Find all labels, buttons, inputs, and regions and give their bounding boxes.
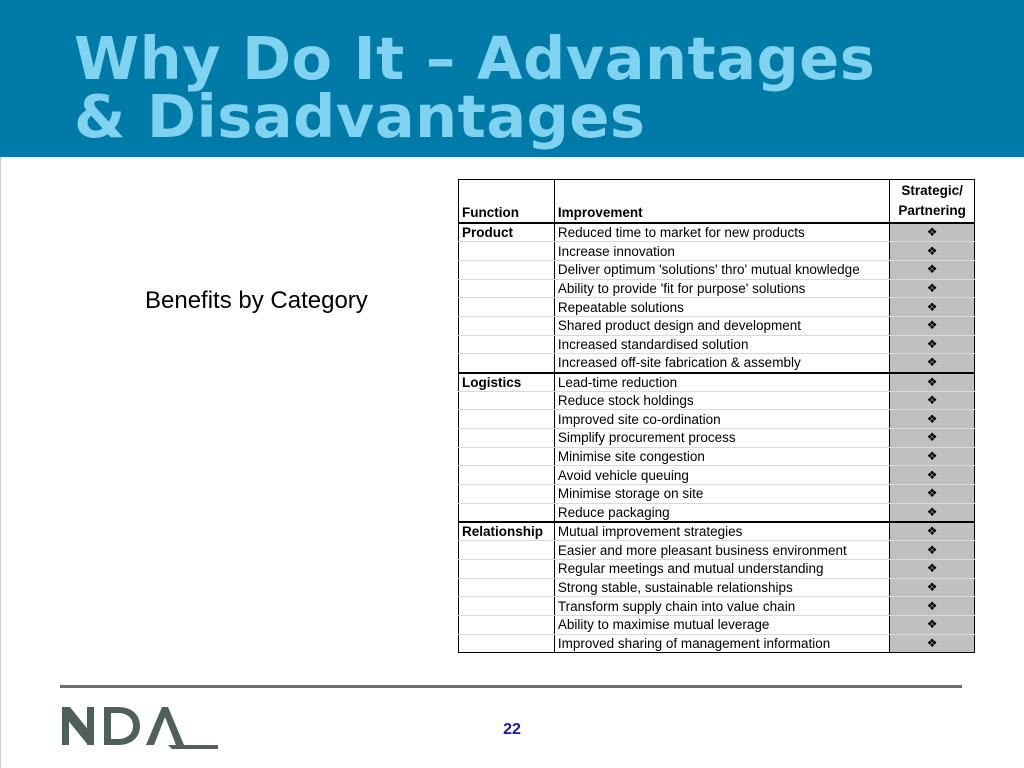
- table-row: [459, 634, 975, 653]
- function-cell: [459, 559, 555, 578]
- diamond-bullet-icon: ❖: [890, 429, 975, 448]
- footer-divider: [60, 685, 962, 688]
- header-function: Function: [459, 180, 555, 224]
- function-cell: [459, 354, 555, 373]
- improvement-cell: Deliver optimum 'solutions' thro' mutual knowledge: [554, 260, 889, 279]
- table-row: [459, 298, 975, 317]
- table-row: [459, 279, 975, 298]
- diamond-bullet-icon: ❖: [890, 335, 975, 354]
- improvement-cell: Ability to provide 'fit for purpose' solutions: [554, 279, 889, 298]
- table-header-row: [459, 180, 975, 224]
- improvement-cell: Minimise storage on site: [554, 485, 889, 504]
- diamond-bullet-icon: ❖: [890, 634, 975, 653]
- improvement-cell: Reduce packaging: [554, 503, 889, 522]
- function-cell: [459, 485, 555, 504]
- function-cell: [459, 335, 555, 354]
- table-row: [459, 373, 975, 392]
- table-row: [459, 354, 975, 373]
- improvement-cell: Strong stable, sustainable relationships: [554, 578, 889, 597]
- table-row: [459, 410, 975, 429]
- improvement-cell: Improved sharing of management information: [554, 634, 889, 653]
- section-subtitle: Benefits by Category: [145, 287, 368, 314]
- improvement-cell: Lead-time reduction: [554, 373, 889, 392]
- table-row: [459, 541, 975, 560]
- diamond-bullet-icon: ❖: [890, 466, 975, 485]
- diamond-bullet-icon: ❖: [890, 373, 975, 392]
- improvement-cell: Reduced time to market for new products: [554, 223, 889, 242]
- function-cell: [459, 447, 555, 466]
- diamond-bullet-icon: ❖: [890, 260, 975, 279]
- table-row: [459, 260, 975, 279]
- diamond-bullet-icon: ❖: [890, 615, 975, 634]
- diamond-bullet-icon: ❖: [890, 522, 975, 541]
- improvement-cell: Avoid vehicle queuing: [554, 466, 889, 485]
- table-row: [459, 391, 975, 410]
- improvement-cell: Ability to maximise mutual leverage: [554, 615, 889, 634]
- function-cell: [459, 466, 555, 485]
- left-edge-divider: [0, 157, 1, 768]
- diamond-bullet-icon: ❖: [890, 503, 975, 522]
- function-cell: [459, 410, 555, 429]
- table-row: [459, 223, 975, 242]
- diamond-bullet-icon: ❖: [890, 447, 975, 466]
- header-strategic-line-2: Partnering: [898, 203, 966, 218]
- benefits-table: [458, 179, 975, 653]
- diamond-bullet-icon: ❖: [890, 485, 975, 504]
- function-cell: [459, 578, 555, 597]
- diamond-bullet-icon: ❖: [890, 298, 975, 317]
- diamond-bullet-icon: ❖: [890, 410, 975, 429]
- function-cell: Relationship: [459, 522, 555, 541]
- function-cell: [459, 597, 555, 616]
- improvement-cell: Easier and more pleasant business environment: [554, 541, 889, 560]
- header-strategic-line-1: Strategic/: [901, 183, 963, 198]
- table-row: [459, 242, 975, 261]
- function-cell: [459, 615, 555, 634]
- diamond-bullet-icon: ❖: [890, 223, 975, 242]
- function-cell: [459, 634, 555, 653]
- table-row: [459, 316, 975, 335]
- function-cell: [459, 391, 555, 410]
- improvement-cell: Regular meetings and mutual understanding: [554, 559, 889, 578]
- function-cell: Product: [459, 223, 555, 242]
- diamond-bullet-icon: ❖: [890, 242, 975, 261]
- diamond-bullet-icon: ❖: [890, 559, 975, 578]
- header-improvement: Improvement: [554, 180, 889, 224]
- table-row: [459, 447, 975, 466]
- header-strategic-partnering: [890, 180, 975, 224]
- improvement-cell: Increase innovation: [554, 242, 889, 261]
- page-number: 22: [503, 721, 521, 738]
- table-row: [459, 485, 975, 504]
- improvement-cell: Transform supply chain into value chain: [554, 597, 889, 616]
- table-row: [459, 522, 975, 541]
- improvement-cell: Simplify procurement process: [554, 429, 889, 448]
- table-row: [459, 466, 975, 485]
- slide-title: [74, 24, 1014, 151]
- table-row: [459, 335, 975, 354]
- improvement-cell: Mutual improvement strategies: [554, 522, 889, 541]
- improvement-cell: Increased standardised solution: [554, 335, 889, 354]
- table-body: [459, 223, 975, 653]
- table-row: [459, 615, 975, 634]
- function-cell: [459, 316, 555, 335]
- improvement-cell: Repeatable solutions: [554, 298, 889, 317]
- table-row: [459, 429, 975, 448]
- function-cell: [459, 279, 555, 298]
- improvement-cell: Reduce stock holdings: [554, 391, 889, 410]
- improvement-cell: Increased off-site fabrication & assembly: [554, 354, 889, 373]
- diamond-bullet-icon: ❖: [890, 541, 975, 560]
- function-cell: Logistics: [459, 373, 555, 392]
- table-row: [459, 578, 975, 597]
- table-row: [459, 597, 975, 616]
- slide-title-line-1: Why Do It – Advantages: [74, 24, 876, 93]
- slide-title-line-2: & Disadvantages: [74, 82, 646, 151]
- function-cell: [459, 429, 555, 448]
- improvement-cell: Minimise site congestion: [554, 447, 889, 466]
- improvement-cell: Improved site co-ordination: [554, 410, 889, 429]
- diamond-bullet-icon: ❖: [890, 279, 975, 298]
- function-cell: [459, 298, 555, 317]
- diamond-bullet-icon: ❖: [890, 391, 975, 410]
- diamond-bullet-icon: ❖: [890, 597, 975, 616]
- function-cell: [459, 242, 555, 261]
- improvement-cell: Shared product design and development: [554, 316, 889, 335]
- diamond-bullet-icon: ❖: [890, 316, 975, 335]
- nda-logo: [60, 703, 220, 751]
- table-row: [459, 559, 975, 578]
- diamond-bullet-icon: ❖: [890, 578, 975, 597]
- diamond-bullet-icon: ❖: [890, 354, 975, 373]
- function-cell: [459, 503, 555, 522]
- function-cell: [459, 541, 555, 560]
- table-row: [459, 503, 975, 522]
- function-cell: [459, 260, 555, 279]
